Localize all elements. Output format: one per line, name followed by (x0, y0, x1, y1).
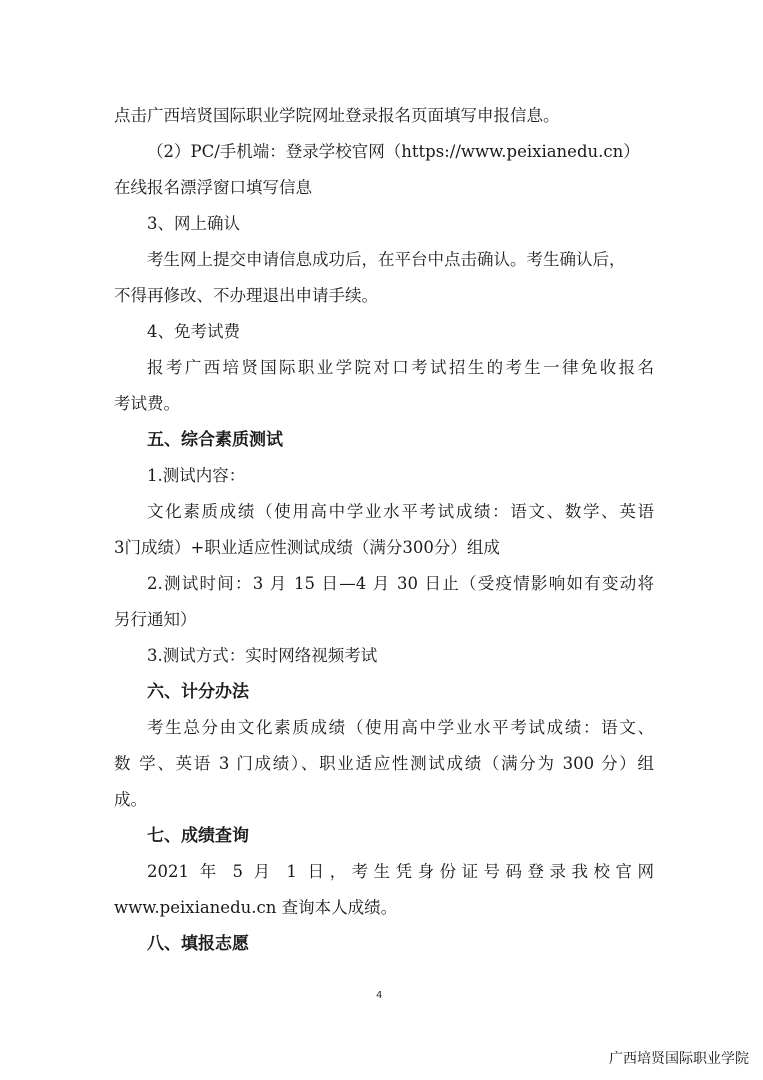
section-heading: 八、填报志愿 (147, 934, 249, 954)
paragraph-line: 报考广西培贤国际职业学院对口考试招生的考生一律免收报名 (147, 358, 654, 377)
subheading: 4、免考试费 (147, 322, 240, 341)
paragraph-line: 在线报名漂浮窗口填写信息 (114, 178, 312, 197)
paragraph-line: 2021 年 5 月 1 日，考生凭身份证号码登录我校官网 (147, 862, 654, 881)
paragraph-line: 另行通知） (114, 610, 197, 629)
paragraph-line: www.peixianedu.cn 查询本人成绩。 (114, 898, 398, 917)
section-heading: 六、计分办法 (147, 682, 249, 702)
section-heading: 五、综合素质测试 (147, 430, 283, 450)
paragraph-line: 文化素质成绩（使用高中学业水平考试成绩：语文、数学、英语 (147, 502, 654, 521)
subheading: 1.测试内容： (147, 466, 246, 485)
paragraph-line: 不得再修改、不办理退出申请手续。 (114, 286, 378, 305)
paragraph-line: 考试费。 (114, 394, 180, 413)
section-heading: 七、成绩查询 (147, 826, 249, 846)
paragraph-line: （2）PC/手机端：登录学校官网（https://www.peixianedu.cn） (147, 142, 640, 161)
watermark-text: 广西培贤国际职业学院 (609, 1051, 749, 1067)
subheading: 3、网上确认 (147, 214, 240, 233)
paragraph-line: 点击广西培贤国际职业学院网址登录报名页面填写申报信息。 (114, 106, 560, 125)
paragraph-line: 考生总分由文化素质成绩（使用高中学业水平考试成绩：语文、 (147, 718, 654, 737)
page-number: 4 (376, 990, 383, 1001)
paragraph-line: 2.测试时间：3 月 15 日—4 月 30 日止（受疫情影响如有变动将 (147, 574, 654, 593)
paragraph-line: 成。 (114, 790, 147, 809)
paragraph-line: 3门成绩）+职业适应性测试成绩（满分300分）组成 (114, 538, 500, 557)
paragraph-line: 3.测试方式：实时网络视频考试 (147, 646, 378, 665)
paragraph-line: 考生网上提交申请信息成功后，在平台中点击确认。考生确认后， (147, 250, 626, 269)
paragraph-line: 数 学、英语 3 门成绩）、职业适应性测试成绩（满分为 300 分）组 (114, 754, 654, 773)
